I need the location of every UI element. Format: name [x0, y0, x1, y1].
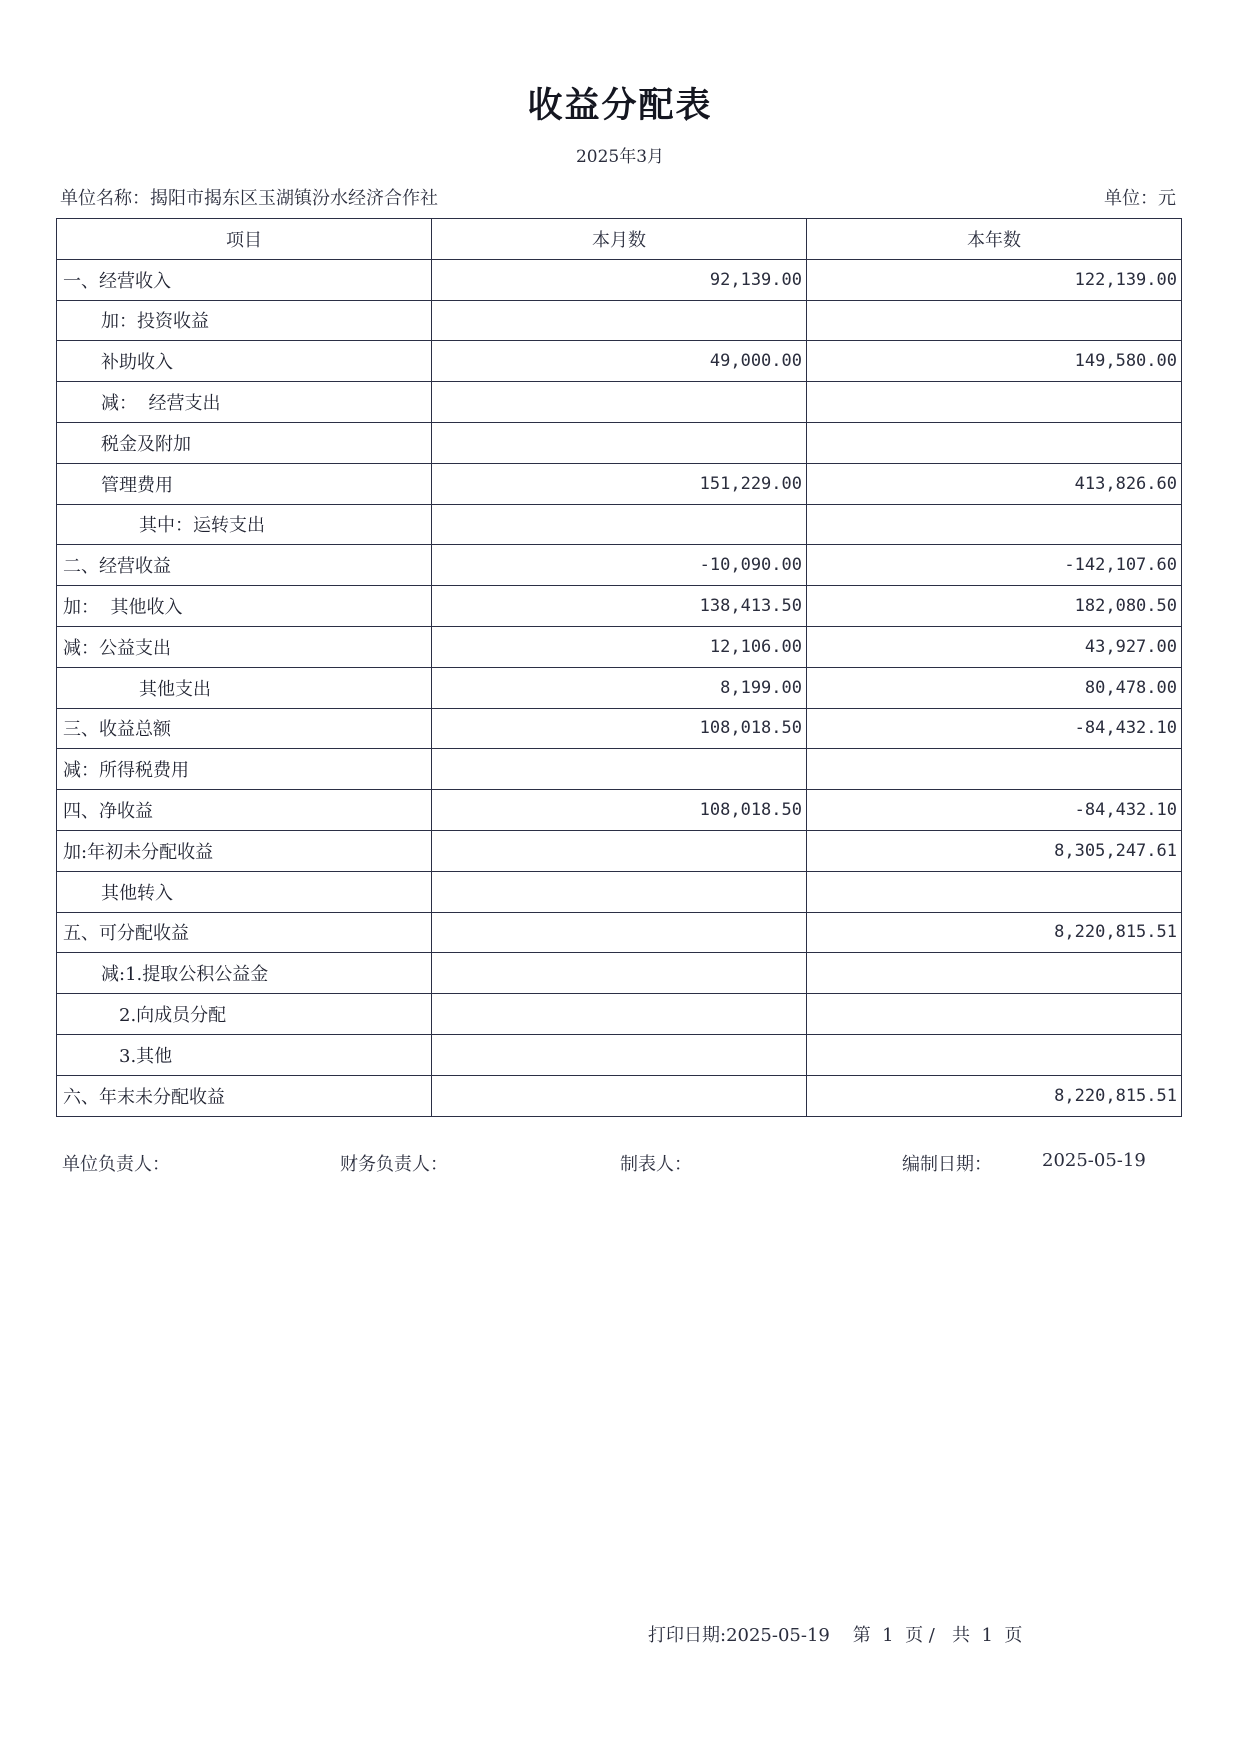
row-year-value: [807, 994, 1182, 1035]
table-row: [57, 708, 1182, 749]
row-year-value: [807, 1034, 1182, 1075]
table-row: [57, 382, 1182, 423]
unit-name: 单位名称：揭阳市揭东区玉湖镇汾水经济合作社: [60, 188, 438, 209]
compile-date-label: 编制日期：: [902, 1154, 992, 1175]
row-item: 加:年初未分配收益: [57, 830, 432, 871]
report-period: 2025年3月: [575, 147, 665, 167]
table-row: [57, 422, 1182, 463]
row-item: 六、年末未分配收益: [57, 1075, 432, 1116]
row-year-value: 149,580.00: [807, 341, 1182, 382]
table-row: [57, 504, 1182, 545]
row-item: 税金及附加: [57, 422, 432, 463]
table-row: [57, 994, 1182, 1035]
row-month-value: [432, 953, 807, 994]
row-year-value: -84,432.10: [807, 790, 1182, 831]
row-month-value: [432, 1075, 807, 1116]
row-month-value: [432, 994, 807, 1035]
print-info: 打印日期:2025-05-19 第 1 页 / 共 1 页: [648, 1625, 1023, 1646]
row-month-value: [432, 830, 807, 871]
row-year-value: 122,139.00: [807, 259, 1182, 300]
income-distribution-table: [56, 218, 1182, 1117]
row-month-value: 138,413.50: [432, 586, 807, 627]
row-item: 二、经营收益: [57, 545, 432, 586]
row-item: 加：投资收益: [57, 300, 432, 341]
row-year-value: 43,927.00: [807, 626, 1182, 667]
unit-head-label: 单位负责人：: [62, 1154, 170, 1175]
row-year-value: -84,432.10: [807, 708, 1182, 749]
row-year-value: [807, 749, 1182, 790]
table-row: [57, 790, 1182, 831]
row-item: 五、可分配收益: [57, 912, 432, 953]
row-month-value: [432, 749, 807, 790]
table-row: [57, 1075, 1182, 1116]
table-row: [57, 300, 1182, 341]
row-item: 补助收入: [57, 341, 432, 382]
row-item: 加： 其他收入: [57, 586, 432, 627]
compile-date-value: 2025-05-19: [1042, 1150, 1146, 1171]
table-row: [57, 749, 1182, 790]
row-item: 其中：运转支出: [57, 504, 432, 545]
table-row: [57, 586, 1182, 627]
row-month-value: 8,199.00: [432, 667, 807, 708]
table-row: [57, 667, 1182, 708]
row-year-value: 80,478.00: [807, 667, 1182, 708]
row-month-value: [432, 422, 807, 463]
row-year-value: 8,220,815.51: [807, 912, 1182, 953]
row-item: 2.向成员分配: [57, 994, 432, 1035]
row-year-value: 8,305,247.61: [807, 830, 1182, 871]
row-month-value: 12,106.00: [432, 626, 807, 667]
row-item: 减：所得税费用: [57, 749, 432, 790]
table-row: [57, 953, 1182, 994]
table-row: [57, 463, 1182, 504]
row-year-value: [807, 871, 1182, 912]
row-year-value: -142,107.60: [807, 545, 1182, 586]
finance-head-label: 财务负责人：: [340, 1154, 448, 1175]
row-month-value: 92,139.00: [432, 259, 807, 300]
table-row: [57, 259, 1182, 300]
row-month-value: [432, 382, 807, 423]
row-item: 四、净收益: [57, 790, 432, 831]
table-row: [57, 912, 1182, 953]
row-item: 其他支出: [57, 667, 432, 708]
row-month-value: 151,229.00: [432, 463, 807, 504]
table-row: [57, 871, 1182, 912]
row-year-value: [807, 422, 1182, 463]
row-year-value: 182,080.50: [807, 586, 1182, 627]
row-year-value: [807, 953, 1182, 994]
currency-unit: 单位：元: [1104, 188, 1176, 209]
table-row: [57, 626, 1182, 667]
row-month-value: [432, 912, 807, 953]
row-month-value: [432, 1034, 807, 1075]
table-row: [57, 545, 1182, 586]
column-header-item: 项目: [57, 219, 432, 260]
row-month-value: 49,000.00: [432, 341, 807, 382]
row-item: 3.其他: [57, 1034, 432, 1075]
row-year-value: [807, 504, 1182, 545]
row-year-value: 413,826.60: [807, 463, 1182, 504]
row-year-value: [807, 300, 1182, 341]
row-year-value: 8,220,815.51: [807, 1075, 1182, 1116]
table-row: [57, 341, 1182, 382]
preparer-label: 制表人：: [620, 1154, 692, 1175]
column-header-year: 本年数: [807, 219, 1182, 260]
table-row: [57, 1034, 1182, 1075]
row-year-value: [807, 382, 1182, 423]
table-header-row: [57, 219, 1182, 260]
row-item: 减： 经营支出: [57, 382, 432, 423]
row-month-value: 108,018.50: [432, 708, 807, 749]
row-item: 其他转入: [57, 871, 432, 912]
column-header-month: 本月数: [432, 219, 807, 260]
row-item: 减：公益支出: [57, 626, 432, 667]
row-month-value: [432, 504, 807, 545]
row-item: 三、收益总额: [57, 708, 432, 749]
row-month-value: [432, 871, 807, 912]
row-item: 减:1.提取公积公益金: [57, 953, 432, 994]
row-month-value: [432, 300, 807, 341]
table-row: [57, 830, 1182, 871]
report-title: 收益分配表: [527, 86, 713, 126]
row-item: 一、经营收入: [57, 259, 432, 300]
row-item: 管理费用: [57, 463, 432, 504]
row-month-value: 108,018.50: [432, 790, 807, 831]
row-month-value: -10,090.00: [432, 545, 807, 586]
